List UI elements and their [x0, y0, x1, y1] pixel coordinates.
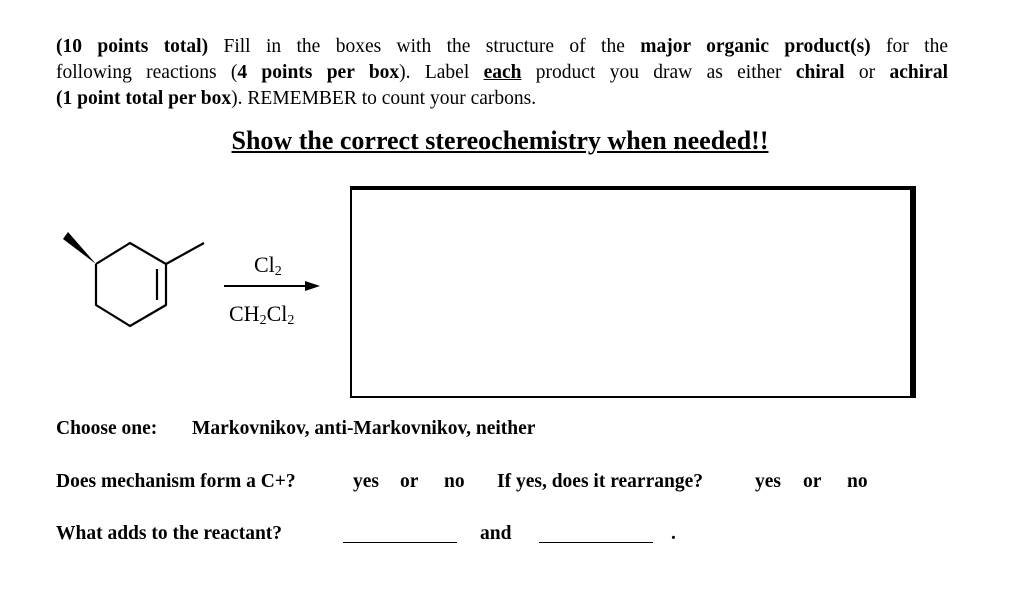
answer-blank-2[interactable]	[539, 542, 653, 543]
rearr-yes-option[interactable]: yes	[755, 471, 781, 492]
arrow-head-icon	[305, 281, 320, 291]
methyl-bond	[166, 243, 204, 264]
product-answer-box[interactable]	[350, 186, 916, 398]
reagent-below: $CH_2Cl_2$	[229, 301, 295, 328]
cyclohexene-ring	[96, 243, 166, 326]
mech-no-option[interactable]: no	[444, 471, 465, 492]
wedge-bond	[63, 232, 96, 264]
reagent-above: $Cl_2$	[254, 252, 282, 279]
stereochemistry-heading: Show the correct stereochemistry when needed!!	[231, 126, 769, 155]
mech-yes-option[interactable]: yes	[353, 471, 379, 492]
instructions-line-2: following reactions (4 points per box). Label each product you draw as either chiral or achiral	[56, 62, 948, 83]
instructions-line-1: (10 points total) Fill in the boxes with the structure of the major organic product(s) for the	[56, 36, 948, 57]
instructions-line-3: (1 point total per box). REMEMBER to count your carbons.	[56, 88, 537, 109]
reactant-structure	[96, 243, 204, 326]
choose-options[interactable]: Markovnikov, anti-Markovnikov, neither	[192, 418, 536, 439]
answer-blank-1[interactable]	[343, 542, 457, 543]
rearr-no-option[interactable]: no	[847, 471, 868, 492]
